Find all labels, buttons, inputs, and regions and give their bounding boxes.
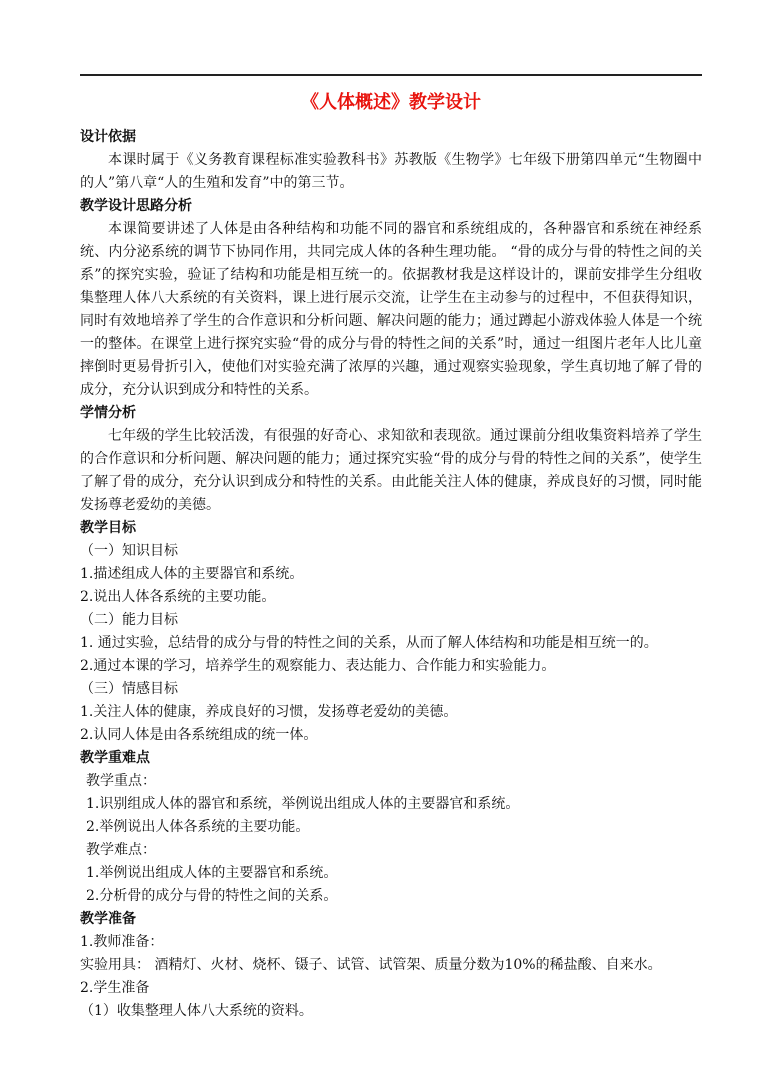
goals-emotion-label: （三）情感目标 (80, 681, 178, 697)
header-rule (80, 74, 702, 76)
goals-ability-label: （二）能力目标 (80, 612, 178, 628)
keypoints-difficulty-item: 2.分析骨的成分与骨的特性之间的关系。 (86, 888, 338, 904)
heading-prep: 教学准备 (80, 911, 136, 927)
goals-knowledge-item: 1.描述组成人体的主要器官和系统。 (80, 566, 304, 582)
heading-idea: 教学设计思路分析 (80, 198, 192, 214)
goals-knowledge-item: 2.说出人体各系统的主要功能。 (80, 589, 276, 605)
heading-keypoints: 教学重难点 (80, 750, 150, 766)
prep-teacher-label: 1.教师准备： (80, 934, 164, 950)
heading-basis: 设计依据 (80, 129, 136, 145)
goals-ability-item: 1. 通过实验，总结骨的成分与骨的特性之间的关系，从而了解人体结构和功能是相互统一的。 (80, 635, 658, 651)
goals-ability-item: 2.通过本课的学习，培养学生的观察能力、表达能力、合作能力和实验能力。 (80, 658, 556, 674)
prep-student-item: （1）收集整理人体八大系统的资料。 (80, 1003, 313, 1019)
keypoints-focus-item: 1.识别组成人体的器官和系统，举例说出组成人体的主要器官和系统。 (86, 796, 520, 812)
document-page (80, 74, 702, 1023)
students-paragraph: 七年级的学生比较活泼，有很强的好奇心、求知欲和表现欲。通过课前分组收集资料培养了学生的合作意识和分析问题、解决问题的能力；通过探究实验“骨的成分与骨的特性之间的关系”，使学生了解了骨的成分，充分认识到成分和特性的关系。由此能关注人体的健康，养成良好的习惯，同时能发扬尊老爱幼的美德。 (80, 428, 702, 513)
heading-goals: 教学目标 (80, 520, 136, 536)
heading-students: 学情分析 (80, 405, 136, 421)
keypoints-focus-item: 2.举例说出人体各系统的主要功能。 (86, 819, 310, 835)
basis-paragraph: 本课时属于《义务教育课程标准实验教科书》苏教版《生物学》七年级下册第四单元“生物圈中的人”第八章“人的生殖和发育”中的第三节。 (80, 152, 702, 191)
goals-knowledge-label: （一）知识目标 (80, 543, 178, 559)
keypoints-focus-label: 教学重点： (86, 773, 156, 789)
idea-paragraph: 本课简要讲述了人体是由各种结构和功能不同的器官和系统组成的，各种器官和系统在神经系统、内分泌系统的调节下协同作用，共同完成人体的各种生理功能。 “骨的成分与骨的特性之间的关系”的探究实验，验证了结构和功能是相互统一的。依据教材我是这样设计的，课前安排学生分组收集整理人体八大系统的有关资料，课上进行展示交流，让学生在主动参与的过程中，不但获得知识，同时有效地培养了学生的合作意识和分析问题、解决问题的能力；通过蹲起小游戏体验人体是一个统一的整体。在课堂上进行探究实验“骨的成分与骨的特性之间的关系”时，通过一组图片老年人比儿童摔倒时更易骨折引入，使他们对实验充满了浓厚的兴趣，通过观察实验现象，学生真切地了解了骨的成分，充分认识到成分和特性的关系。 (80, 221, 702, 398)
document-title: 《人体概述》教学设计 (301, 92, 481, 113)
keypoints-difficulty-label: 教学难点： (86, 842, 156, 858)
keypoints-difficulty-item: 1.举例说出组成人体的主要器官和系统。 (86, 865, 338, 881)
prep-materials: 实验用具： 酒精灯、火材、烧杯、镊子、试管、试管架、质量分数为10%的稀盐酸、自来水。 (80, 957, 662, 973)
prep-student-label: 2.学生准备 (80, 980, 150, 996)
goals-emotion-item: 2.认同人体是由各系统组成的统一体。 (80, 727, 318, 743)
goals-emotion-item: 1.关注人体的健康，养成良好的习惯，发扬尊老爱幼的美德。 (80, 704, 458, 720)
